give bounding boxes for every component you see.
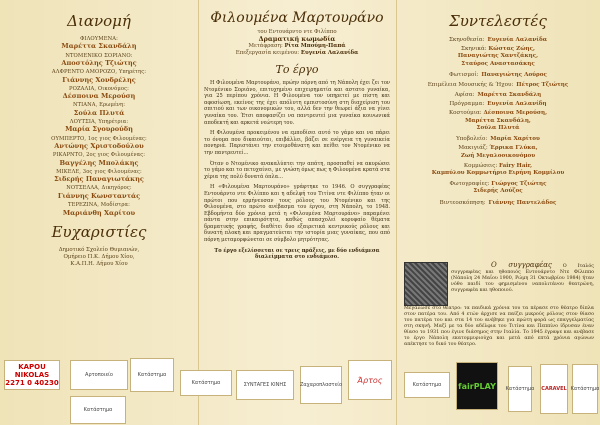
cast-role: ΡΙΚΑΡΝΤΟ, 2ος γιος Φιλουμένας: [52, 152, 146, 159]
editor-name: Ευγενία Λαλανίδα [300, 50, 359, 56]
author-bio-p2: Μεγάλωσε στο θέατρο: τα παιδικά χρόνια του τα πέρασε στο θέατρο δίπλα στον πατέρα του. Από 4 ετών άρχισε να παίζει μικρούς ρόλους στον θίασο του πατέρα του και στα 14 του ανέβηκε για πρώτη φορά ως επαγγελματίας στη σκηνή. Μαζί με τα δύο αδέλφια του Τιτίνα και Πεππίνο ίδρυσαν έναν θίασο το 1931 που έγινε διάσημος στην Ιταλία. Το 1945 έγραψε και ανέβασε το έργο Νάπολη εκατομμυριούχα και μετά από επτά χρόνια αγώνων απέκτησε το δικό του θέατρο. [404, 306, 594, 347]
translation-label: Μετάφραση: [248, 43, 283, 49]
cast-title: Διανομή [67, 12, 131, 30]
credit-name: Μαρέττα Σκανδάλη, [465, 117, 531, 124]
editor-line [204, 50, 390, 57]
synopsis-title: Το έργο [275, 63, 319, 76]
credit-role: Μακιγιάζ: [458, 145, 490, 152]
thanks-list [8, 247, 190, 268]
cast-name: Βαγγέλης Μπολάκης [59, 158, 139, 167]
credit-row [402, 110, 594, 132]
credit-row [402, 135, 594, 145]
credit-name: Γιώργος Τζιώτης [491, 180, 547, 187]
shop-logo-7: Κατάστημα [404, 372, 450, 398]
cast-role: ΦΙΛΟΥΜΕΝΑ: [80, 36, 118, 42]
sponsor-logos [0, 352, 600, 425]
credit-name: Μαρία Χαρίτου [490, 136, 540, 143]
fairplay-logo: fairPLAY [456, 362, 498, 410]
credit-role: Αφίσα: [454, 91, 475, 98]
credits-title: Συντελεστές [449, 12, 547, 30]
cast-name: Σούλα Πλυτά [73, 108, 125, 117]
credit-name: Κώστας Ζώης, [488, 45, 535, 52]
synopsis-paragraph: Η Φιλουμένα Μαρτουράνο, πρώην πόρνη από τη Νάπολη έχει ζει τον Ντομένικο Σοριάνο, επιτυχημένο επιχειρηματία και αστατο γυναίκα, για 25 περίπου χρόνια. Η Φιλουμένα τον υπηρετεί με πίστη και αφοσίωση, εκείνος της έχει απόλυτη εμπιστοσύνη στη διαχείριση του σπιτιού και των οικονομικών του, αλλά δεν την θεωρεί άξια να γίνει γυναίκα του. Έτσι αποφασίζει να παντρευτεί μια γυναίκα κοινωνικά αποδεκτή και αρκετά νεώτερη του. [204, 80, 390, 126]
cast-name: Μαρία Σγουρούδη [65, 125, 133, 134]
credit-line [402, 110, 594, 117]
credit-role: Κοστούμια: [448, 110, 484, 117]
cast-name: Γιάννης Χονδρέλης [62, 75, 136, 84]
credit-name: Παναγιώτης Χαντζάκης, [457, 53, 539, 60]
credit-role: Επιμέλεια Μουσικής & Ήχου: [427, 81, 514, 88]
play-title: Φιλουμένα Μαρτουράνο [210, 10, 384, 26]
cast-name: Αποστόλης Τζιώτης [61, 59, 137, 68]
synopsis-text [204, 80, 390, 244]
artos-logo: Άρτος [348, 360, 392, 400]
shop-logo-9: Κατάστημα [508, 366, 532, 412]
credit-row [402, 181, 594, 196]
credit-name: Γιάννης Παντελάδος [488, 199, 557, 206]
shop-logo-11: Κατάστημα [572, 364, 598, 414]
credit-name: Fairy Hair, [499, 163, 533, 170]
author-photo [404, 262, 448, 306]
cast-list [8, 36, 190, 217]
credit-name: Μαρέττα Σκανδάλη [477, 91, 542, 98]
credit-row [402, 145, 594, 160]
credit-name: Ζωή Μεγαλοοικονόμου [460, 152, 536, 159]
credit-name: Δέσποινα Μερούση, [483, 110, 548, 117]
credit-role: Σκηνικά: [461, 45, 489, 52]
shop-logo-12: Κατάστημα [70, 396, 126, 424]
translation-name: Ρίτα Μπούμη-Παπά [284, 43, 346, 49]
credit-row [402, 91, 594, 101]
credit-name: Πέτρος Τζιώτης [516, 81, 569, 88]
cast-name: Μαριάνθη Χαρίτου [62, 208, 136, 217]
cast-name: Σιδερής Παναγιωτάκης [54, 175, 144, 184]
credit-name: Σταύρος Αναστασάκης [461, 60, 535, 67]
kapou-logo: KAPOU NIKOLAS 2271 0 40230 [4, 360, 60, 390]
play-author: του Εντουάρντο ντε Φιλίππο [257, 29, 337, 35]
credit-name: Ευγενία Λαλανίδη [487, 101, 547, 108]
cast-role: ΝΤΟΜΕΝΙΚΟ ΣΟΡΙΑΝΟ: [65, 52, 133, 59]
credit-role: Σκηνοθεσία: [448, 37, 485, 43]
cast-role: ΝΟΤΣΕΛΛΑ, Δικηγόρος: [66, 185, 132, 192]
bakery-logo: Αρτοποιείο [70, 360, 128, 390]
cast-role: ΝΤΙΑΝΑ, Ερωμένη: [72, 102, 126, 109]
credit-role: Φωτισμοί: [449, 72, 479, 79]
credit-role: Κομμώσεις: [463, 163, 499, 170]
credit-row [402, 100, 594, 110]
cast-role: ΛΟΥΤΣΙΑ, Υπηρέτρια: [69, 119, 129, 126]
synopsis-paragraph: Η «Φιλουμένα Μαρτουράνο» γράφτηκε το 1946. Ο συγγραφέας Εντουάρντο ντε Φιλίππο και η αδελφή του Τιτίνα ντε Φιλίππο ήταν οι πρώτοι που ερμήνευσαν τους ρόλους του Ντομένικο και της Φιλουμένα, στο πρώτο ανέβασμα του έργου, στη Νάπολη, το 1948. Εβδομήντα δύο χρόνια μετά η «Φιλουμένα Μαρτουράνο» παραμένει πάντα στην επικαιρότητα, καθώς απασχολεί κορυφαίο θέματα δραματικής γραφής, διαθέτει δυο εξαιρετικά κεντρικούς ρόλους και δυνατή πλοκή και πραγματεύεται την ιστορία μιας γυναίκας, που από πόρνη μεταμορφώνεται σε σύμβολο μητρότητας. [204, 184, 390, 244]
acts-note: Το έργο εξελίσσεται σε τρεις πράξεις, με δύο ενδιάμεσα διαλείμματα στο ενδιάμεσο. [214, 247, 380, 261]
credit-role: Υποβολείο: [456, 136, 488, 143]
cast-role: ΑΛΦΡΕΝΤΟ ΑΜΟΡΟΖΟ, Υπηρέτης: [51, 69, 147, 76]
credit-role: Φωτογραφίες: [449, 180, 492, 187]
credit-role: Πρόγραμμα: [449, 101, 485, 108]
author-bio-title: Ο συγγραφέας [491, 261, 552, 269]
credit-row [402, 46, 594, 68]
translation-line [204, 43, 390, 50]
thanks-title: Ευχαριστίες [51, 222, 147, 241]
credit-name: Παναγιώτης Λούρος [481, 72, 547, 79]
author-bio-p1: Ο Ιταλός συγγραφέας και ηθοποιός Εντουάρντο Ντε Φίλιππο (Νάπολη 24 Μαΐου 1900, Ρώμη 31 Οκτωβρίου 1984) ήταν νόθο παιδί του φημισμένου ναπολιτάνου θεατρώνη, συγγραφέα και ηθοποιού. [451, 264, 594, 293]
caravel-logo: CARAVEL [540, 364, 568, 414]
cast-name: Γιάννης Κωνσταντάς [57, 191, 141, 200]
editor-label: Επεξεργασία κειμένου: [235, 50, 300, 56]
synopsis-paragraph: Όταν ο Ντομένικο ανακαλύπτει την απάτη, προσπαθεί να ακυρώσει το γάμο και το πετυχαίνει, με γνώση όμως πως η Φιλουμένα κρατά στα χέρια της πολύ δυνατά όπλα... [204, 160, 390, 180]
credit-line [402, 145, 594, 152]
credit-row [402, 36, 594, 46]
credit-row [402, 199, 594, 209]
credit-name: Σιδερής Λούζος [473, 188, 523, 195]
shop-logo-5: Ζαχαροπλαστείο [300, 366, 342, 404]
shop-logo-2: Κατάστημα [130, 358, 174, 392]
author-bio [451, 262, 594, 294]
cast-name: Μαρέττα Σκανδάλη [61, 42, 137, 51]
thanks-item: Δημοτικό Σχολείο Θυμιανών, [58, 246, 140, 253]
thanks-item: Ομήρειο Π.Κ. Δήμου Χίου, [63, 253, 135, 260]
credit-row [402, 71, 594, 81]
synopsis-paragraph: Η Φιλουμένα προκειμένου να εμποδίσει αυτό το γάμο και να πάρει το όνομα που δικαιούται, επιβάλλει, βάζει σε ενέργεια τη γυναικεία πονηριά. Παριστάνει την ετοιμοθάνατη και πείθει τον Ντομένικο να την παντρευτεί... [204, 130, 390, 156]
cast-role: ΟΥΜΠΕΡΤΟ, 1ος γιος Φιλουμένας: [51, 135, 147, 142]
credit-name: Καμπύλου Κομμωτήριο Ειρήνη Κομμίλου [431, 170, 565, 177]
cast-name: Αντώνης Χριστοδούλου [54, 142, 144, 151]
credit-name: Ευγενία Λαλανίδα [487, 37, 548, 43]
credit-row [402, 81, 594, 91]
cast-name: Δέσποινα Μερούση [62, 92, 136, 101]
credits-list [402, 36, 594, 208]
credit-name: Σούλα Πλυτά [476, 125, 520, 132]
cast-role: ΤΕΡΕΖΙΝΑ, Μοδίστρα: [68, 202, 130, 209]
shop-logo-3: Κατάστημα [180, 370, 232, 396]
credit-role: Βιντεοσκόπηση: [439, 199, 486, 206]
credit-name: Έρρικα Γλύκα, [489, 145, 538, 152]
play-genre: Δραματική κωμωδία [258, 35, 336, 43]
cast-role: ΜΙΚΕΛΕ, 3ος γιος Φιλουμένας: [56, 168, 142, 175]
credit-row [402, 163, 594, 178]
cast-role: ΡΟΖΑΛΙΑ, Οικονόμος: [69, 85, 129, 92]
thanks-item: Κ.Α.Π.Η. Δήμου Χίου [70, 260, 128, 267]
syntagos-logo: ΣΥΝΤΑΓΕΣ ΚΙΝΗΣ [236, 370, 294, 400]
